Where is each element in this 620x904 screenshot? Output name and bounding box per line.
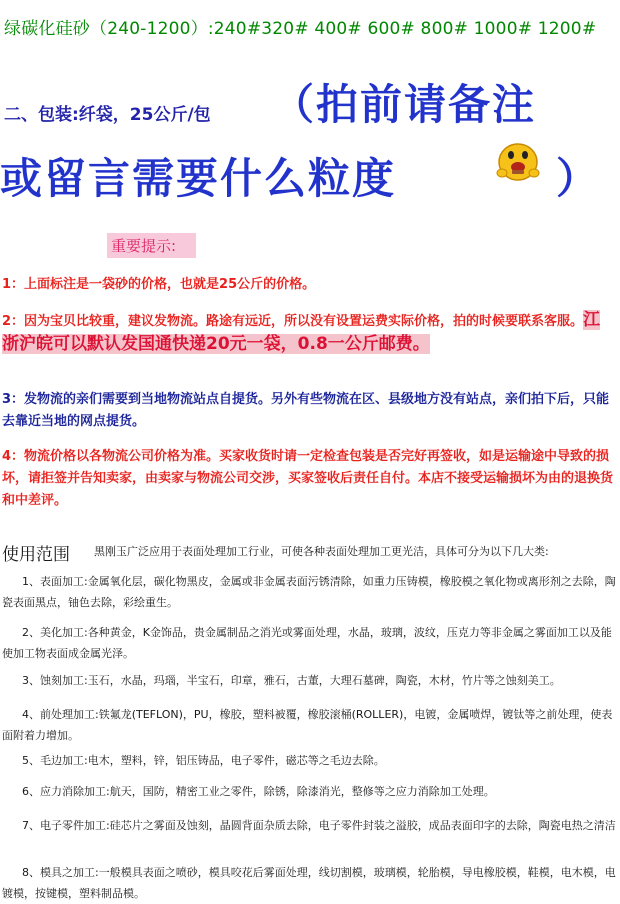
usage-item-stress-relief: 6、应力消除加工:航天，国防，精密工业之零件，除锈，除漆消光，整修等之应力消除加工处理。 — [22, 785, 495, 798]
tip-2-text: 2：因为宝贝比较重，建议发物流。路途有远近，所以没有设置运费实际价格，拍的时候要联系客服。 — [2, 314, 584, 329]
tip-3: 3：发物流的亲们需要到当地物流站点自提货。另外有些物流在区、县级地方没有站点，亲们拍下后，只能去靠近当地的网点提货。 — [2, 392, 610, 429]
order-note-close: ） — [556, 154, 599, 203]
usage-intro: 黑刚玉广泛应用于表面处理加工行业，可使各种表面处理加工更光洁，具体可分为以下几大类: — [94, 545, 549, 558]
tip-2 — [2, 309, 614, 357]
usage-item-etching: 3、蚀刻加工:玉石，水晶，玛瑙，半宝石，印章，雅石，古董，大理石墓碑，陶瓷，木材，竹片等之蚀刻美工。 — [22, 674, 561, 687]
tip-4: 4：物流价格以各物流公司价格为准。买家收货时请一定检查包装是否完好再签收，如是运输途中导致的损坏，请拒签并告知卖家，由卖家与物流公司交涉，买家签收后责任自付。本店不接受运输损坏为由的退换货和中差评。 — [2, 449, 614, 508]
usage-title: 使用范围 — [2, 545, 70, 565]
packaging-spec: 二、包装:纤袋，25公斤/包 — [4, 105, 211, 125]
order-note-part2: 或留言需要什么粒度 — [0, 154, 397, 203]
usage-item-electronics: 7、电子零件加工:硅芯片之雾面及蚀刻，晶圆背面杂质去除，电子零件封装之溢胶，成品表面印字的去除，陶瓷电热之清洁 — [22, 819, 616, 832]
usage-item-beautify: 2、美化加工:各种黄金，K金饰品，贵金属制品之消光或雾面处理，水晶，玻璃，波纹，压克力等非金属之雾面加工以及能使加工物表面成金属光泽。 — [2, 626, 612, 660]
smiley-emoticon-icon — [494, 140, 542, 186]
usage-item-deburring: 5、毛边加工:电木，塑料，锌，铝压铸品，电子零件，磁芯等之毛边去除。 — [22, 754, 385, 767]
product-grit-line: 绿碳化硅砂（240-1200）:240#320# 400# 600# 800# 1000# 1200# — [4, 19, 597, 39]
usage-item-pretreatment: 4、前处理加工:铁氟龙(TEFLON)，PU，橡胶，塑料被覆，橡胶滚桶(ROLLER)，电镀，金属喷焊，镀钛等之前处理，使表面附着力增加。 — [2, 708, 613, 742]
important-tips-title: 重要提示: — [107, 233, 196, 258]
usage-item-mold: 8、模具之加工:一般模具表面之喷砂，模具咬花后雾面处理，线切割模，玻璃模，轮胎模，导电橡胶模，鞋模，电木模，电镀模，按键模，塑料制品模。 — [2, 866, 616, 900]
order-note-part1: （拍前请备注 — [272, 80, 537, 129]
express-shipping-highlight: 江浙沪皖可以默认发国通快递20元一袋，0.8一公斤邮费。 — [2, 310, 601, 354]
tip-1: 1：上面标注是一袋砂的价格，也就是25公斤的价格。 — [2, 277, 316, 292]
usage-item-surface: 1、表面加工:金属氧化层，碳化物黑皮，金属或非金属表面污锈清除，如重力压铸模，橡胶模之氧化物或离形剂之去除，陶瓷表面黑点，铀色去除，彩绘重生。 — [2, 575, 616, 609]
